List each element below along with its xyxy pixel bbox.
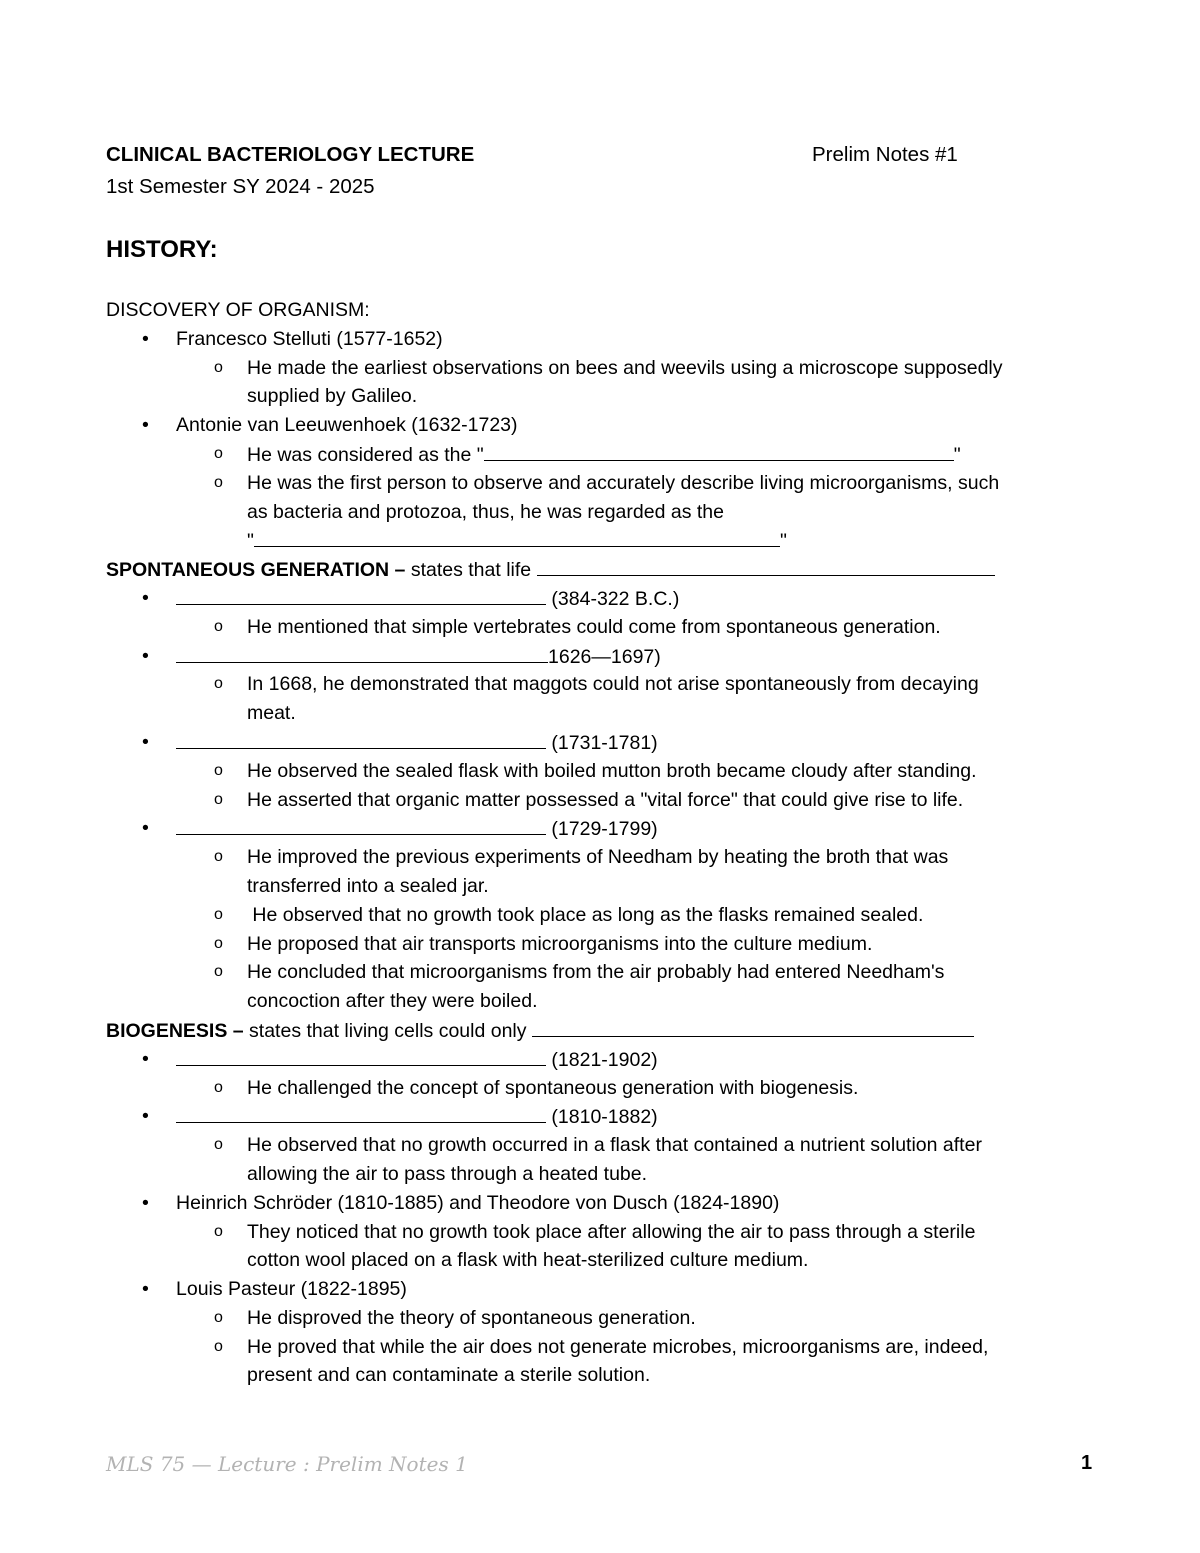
bullet-icon: • (142, 586, 149, 609)
sub-bullet-icon: o (214, 905, 223, 923)
note-continuation: concoction after they were boiled. (247, 990, 538, 1013)
sub-bullet-icon: o (214, 790, 223, 808)
note-text: He challenged the concept of spontaneous generation with biogenesis. (247, 1076, 859, 1099)
bullet-icon: • (142, 817, 149, 840)
history-heading: HISTORY: (106, 236, 218, 263)
sub-bullet-icon: o (214, 473, 223, 491)
bullet-icon: • (142, 414, 149, 437)
sub-bullet-icon: o (214, 1337, 223, 1355)
person-dates: (1810-1882) (546, 1106, 658, 1129)
list-item (106, 1045, 1096, 1074)
list-item (106, 1102, 1096, 1131)
note-text: In 1668, he demonstrated that maggots could not arise spontaneously from decaying (247, 673, 979, 696)
note-text: He asserted that organic matter possessed a "vital force" that could give rise to life. (247, 788, 964, 811)
sub-list-item (106, 1074, 1096, 1103)
note-text: " (953, 443, 961, 466)
list-item (106, 728, 1096, 757)
note-text: " (779, 530, 787, 553)
fill-in-blank[interactable] (176, 642, 548, 663)
spontaneous-heading: SPONTANEOUS GENERATION – (106, 559, 406, 582)
bullet-icon: • (142, 730, 149, 753)
note-text: " (247, 530, 254, 553)
note-text: He observed that no growth occurred in a flask that contained a nutrient solution after (247, 1134, 982, 1157)
list-item (106, 411, 1096, 440)
person-dates: (1821-1902) (546, 1048, 658, 1071)
fill-in-blank[interactable] (176, 728, 546, 749)
sub-bullet-icon: o (214, 848, 223, 866)
note-continuation: transferred into a sealed jar. (247, 874, 489, 897)
note-continuation: cotton wool placed on a flask with heat-sterilized culture medium. (247, 1249, 809, 1272)
note-continuation: meat. (247, 702, 296, 725)
person-name: Heinrich Schröder (1810-1885) and Theodore von Dusch (1824-1890) (176, 1191, 780, 1214)
notes-label: Prelim Notes #1 (812, 143, 958, 166)
discovery-heading: DISCOVERY OF ORGANISM: (106, 299, 370, 321)
sub-list-item (106, 757, 1096, 786)
sub-bullet-icon: o (214, 761, 223, 779)
person-name: Antonie van Leeuwenhoek (1632-1723) (176, 414, 518, 437)
page-number: 1 (1081, 1452, 1093, 1474)
list-item (106, 814, 1096, 843)
biogenesis-heading: BIOGENESIS – (106, 1019, 244, 1042)
bullet-icon: • (142, 1105, 149, 1128)
sub-list-item (106, 354, 1096, 383)
fill-in-blank[interactable] (532, 1016, 974, 1037)
sub-bullet-icon: o (214, 1136, 223, 1154)
sub-list-item (106, 469, 1096, 498)
sub-list-item (106, 613, 1096, 642)
fill-in-blank[interactable] (537, 555, 995, 576)
sub-list-item (106, 930, 1096, 959)
sub-list-item (106, 1333, 1096, 1362)
note-text: He disproved the theory of spontaneous generation. (247, 1306, 696, 1329)
list-item (106, 325, 1096, 354)
fill-in-blank[interactable] (176, 584, 546, 605)
note-text: He made the earliest observations on bees and weevils using a microscope supposedly (247, 356, 1003, 379)
notes-body (106, 296, 1096, 1390)
fill-in-blank[interactable] (176, 1045, 546, 1066)
bullet-icon: • (142, 327, 149, 350)
section-heading (106, 1016, 1096, 1045)
sub-list-item (106, 440, 1096, 469)
note-continuation (106, 526, 1096, 555)
list-item (106, 584, 1096, 613)
note-continuation: present and can contaminate a sterile solution. (247, 1364, 651, 1387)
note-text: He improved the previous experiments of Needham by heating the broth that was (247, 846, 949, 869)
sub-bullet-icon: o (214, 1078, 223, 1096)
note-text: He was considered as the " (247, 443, 484, 466)
note-text: They noticed that no growth took place after allowing the air to pass through a sterile (247, 1220, 976, 1243)
sub-bullet-icon: o (214, 934, 223, 952)
note-text: He observed that no growth took place as long as the flasks remained sealed. (247, 903, 924, 926)
definition-text: states that life (405, 559, 537, 582)
sub-bullet-icon: o (214, 1308, 223, 1326)
sub-bullet-icon: o (214, 444, 223, 462)
person-name: Francesco Stelluti (1577-1652) (176, 327, 443, 350)
list-item (106, 1275, 1096, 1304)
note-continuation: allowing the air to pass through a heated tube. (247, 1162, 648, 1185)
bullet-icon: • (142, 644, 149, 667)
sub-list-item (106, 1304, 1096, 1333)
person-dates: (1731-1781) (546, 731, 658, 754)
sub-bullet-icon: o (214, 358, 223, 376)
bullet-icon: • (142, 1047, 149, 1070)
sub-list-item (106, 1131, 1096, 1160)
note-text: He proved that while the air does not generate microbes, microorganisms are, indeed, (247, 1335, 989, 1358)
footer-course-label: MLS 75 — Lecture : Prelim Notes 1 (106, 1452, 468, 1476)
sub-bullet-icon: o (214, 617, 223, 635)
document-title: CLINICAL BACTERIOLOGY LECTURE (106, 143, 475, 166)
definition-text: states that living cells could only (243, 1019, 532, 1042)
bullet-icon: • (142, 1191, 149, 1214)
sub-bullet-icon: o (214, 675, 223, 693)
sub-list-item (106, 670, 1096, 699)
list-item (106, 642, 1096, 671)
person-dates: (1729-1799) (546, 818, 658, 841)
sub-list-item (106, 958, 1096, 987)
person-dates: (384-322 B.C.) (546, 587, 680, 610)
note-continuation: as bacteria and protozoa, thus, he was regarded as the (247, 500, 724, 523)
list-item (106, 1189, 1096, 1218)
section-heading (106, 555, 1096, 584)
note-text: He observed the sealed flask with boiled mutton broth became cloudy after standing. (247, 759, 977, 782)
bullet-icon: • (142, 1278, 149, 1301)
person-name: Louis Pasteur (1822-1895) (176, 1278, 407, 1301)
sub-bullet-icon: o (214, 1222, 223, 1240)
note-continuation: supplied by Galileo. (247, 385, 418, 408)
sub-list-item (106, 786, 1096, 815)
note-text: He proposed that air transports microorganisms into the culture medium. (247, 932, 873, 955)
note-text: He was the first person to observe and accurately describe living microorganisms, such (247, 471, 1000, 494)
note-text: He mentioned that simple vertebrates could come from spontaneous generation. (247, 615, 941, 638)
fill-in-blank[interactable] (176, 1102, 546, 1123)
fill-in-blank[interactable] (254, 526, 780, 547)
semester-subtitle: 1st Semester SY 2024 - 2025 (106, 175, 375, 198)
sub-list-item (106, 843, 1096, 872)
note-text: He concluded that microorganisms from the air probably had entered Needham's (247, 961, 945, 984)
fill-in-blank[interactable] (484, 440, 954, 461)
fill-in-blank[interactable] (176, 814, 546, 835)
person-dates: 1626—1697) (548, 645, 661, 668)
sub-list-item (106, 1218, 1096, 1247)
sub-bullet-icon: o (214, 963, 223, 981)
sub-list-item (106, 901, 1096, 930)
